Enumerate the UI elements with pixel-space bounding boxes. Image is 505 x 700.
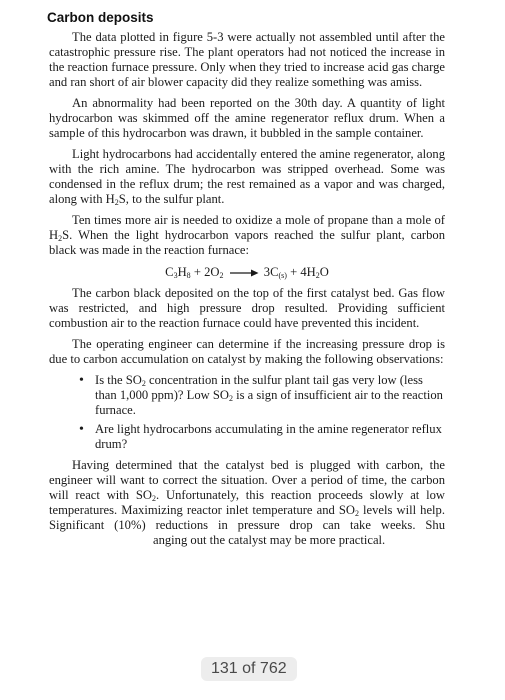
document-page (49, 10, 445, 554)
paragraph-6: The operating engineer can determine if the increasing pressure drop is due to carbon accumulation on catalyst by making the following observations: (49, 337, 445, 366)
paragraph-1: The data plotted in figure 5-3 were actually not assembled until after the catastrophic pressure rise. The plant operators had not noticed the increase in the reaction furnace pressure. Only when they tried to increase acid gas charge and ran short of air blower capacity did they realize something was amiss. (49, 30, 445, 89)
reaction-equation: $C_3H_8 + 2O_2$ $3C_{(s)} + 4H_2O$ (165, 265, 329, 280)
reaction-arrow-icon (229, 269, 259, 277)
paragraph-3: Light hydrocarbons had accidentally entered the amine regenerator, along with the rich amine. The hydrocarbon was stripped overhead. Some was condensed in the reflux drum; the rest remained as a vapor and was charged, along with $H_2S$, to the sulfur plant. (49, 147, 445, 207)
paragraph-5: The carbon black deposited on the top of the first catalyst bed. Gas flow was restricted, and high pressure drop resulted. Providing sufficient combustion air to the reaction furnace could have prevented this incident. (49, 286, 445, 330)
paragraph-4: Ten times more air is needed to oxidize a mole of propane than a mole of $H_2S$. When the light hydrocarbon vapors reached the sulfur plant, carbon black was made in the reaction furnace: (49, 213, 445, 257)
observation-list (49, 373, 445, 452)
paragraph-2: An abnormality had been reported on the 30th day. A quantity of light hydrocarbon was skimmed off the amine regenerator reflux drum. When a sample of this hydrocarbon was drawn, it bubbled in the sample container. (49, 96, 445, 140)
list-item: • Are light hydrocarbons accumulating in the amine regenerator reflux drum? (95, 422, 445, 452)
list-item: • Is the $SO_2$ concentration in the sulfur plant tail gas very low (less than 1,000 ppm)? Low $SO_2$ is a sign of insufficient air to the reaction furnace. (95, 373, 445, 418)
page-indicator: 131 of 762 (201, 657, 297, 681)
section-heading: Carbon deposits (47, 10, 154, 25)
paragraph-7: Having determined that the catalyst bed is plugged with carbon, the engineer will want to correct the situation. Over a period of time, the carbon will react with $SO_2$. Unfortunately, this reaction proceeds slowly at low temperatures. Maximizing reactor inlet temperature and $SO_2$ levels will help. Significant (10%) reductions in pressure drop can take weeks. Shuanging out the catalyst may be more practical. (49, 458, 445, 547)
